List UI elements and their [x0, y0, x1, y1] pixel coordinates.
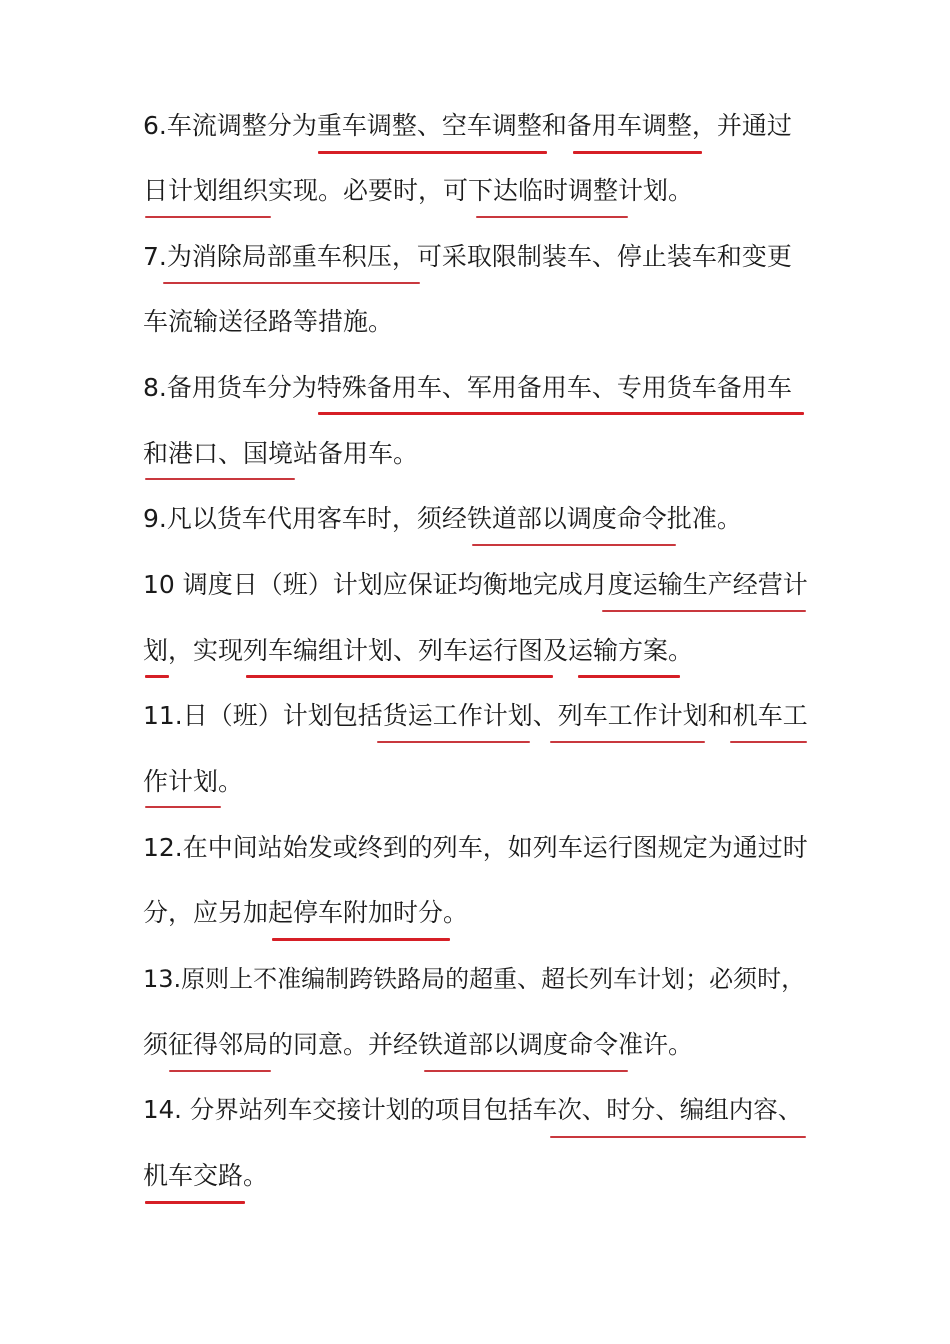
answer-underline — [246, 675, 553, 678]
answer-underline — [318, 151, 547, 154]
text-line-14: 13.原则上不准编制跨铁路局的超重、超长列车计划；必须时， — [143, 965, 806, 993]
text-line-6: 和港口、国境站备用车。 — [143, 439, 419, 468]
text-line-7: 9.凡以货车代用客车时，须经铁道部以调度命令批准。 — [143, 504, 742, 533]
answer-underline — [145, 675, 169, 678]
text-line-16: 14. 分界站列车交接计划的项目包括车次、时分、编组内容、 — [143, 1095, 803, 1124]
answer-underline — [573, 151, 702, 154]
text-line-4: 车流输送径路等措施。 — [143, 307, 394, 336]
answer-underline — [602, 610, 806, 612]
answer-underline — [578, 675, 680, 678]
answer-underline — [169, 1070, 271, 1072]
answer-underline — [145, 1201, 245, 1204]
answer-underline — [730, 741, 807, 743]
text-line-3: 7.为消除局部重车积压，可采取限制装车、停止装车和变更 — [143, 242, 792, 271]
answer-underline — [145, 478, 295, 480]
text-line-11: 作计划。 — [143, 767, 244, 796]
answer-underline — [550, 741, 705, 743]
text-line-8: 10 调度日（班）计划应保证均衡地完成月度运输生产经营计 — [143, 570, 808, 599]
text-line-10: 11.日（班）计划包括货运工作计划、列车工作计划和机车工 — [143, 701, 808, 730]
answer-underline — [145, 216, 271, 218]
answer-underline — [272, 938, 450, 941]
text-line-15: 须征得邻局的同意。并经铁道部以调度命令准许。 — [143, 1030, 694, 1059]
answer-underline — [163, 282, 420, 284]
text-line-13: 分，应另加起停车附加时分。 — [143, 898, 469, 927]
text-line-17: 机车交路。 — [143, 1161, 269, 1190]
text-line-9: 划，实现列车编组计划、列车运行图及运输方案。 — [143, 636, 694, 665]
answer-underline — [424, 1070, 628, 1072]
text-line-2: 日计划组织实现。必要时，可下达临时调整计划。 — [143, 176, 694, 205]
text-line-12: 12.在中间站始发或终到的列车，如列车运行图规定为通过时 — [143, 833, 808, 862]
answer-underline — [318, 412, 804, 415]
text-line-5: 8.备用货车分为特殊备用车、军用备用车、专用货车备用车 — [143, 373, 792, 402]
answer-underline — [145, 806, 221, 808]
answer-underline — [476, 216, 628, 218]
text-line-1: 6.车流调整分为重车调整、空车调整和备用车调整，并通过 — [143, 111, 792, 140]
answer-underline — [377, 741, 530, 743]
answer-underline — [550, 1136, 806, 1138]
answer-underline — [472, 544, 676, 546]
